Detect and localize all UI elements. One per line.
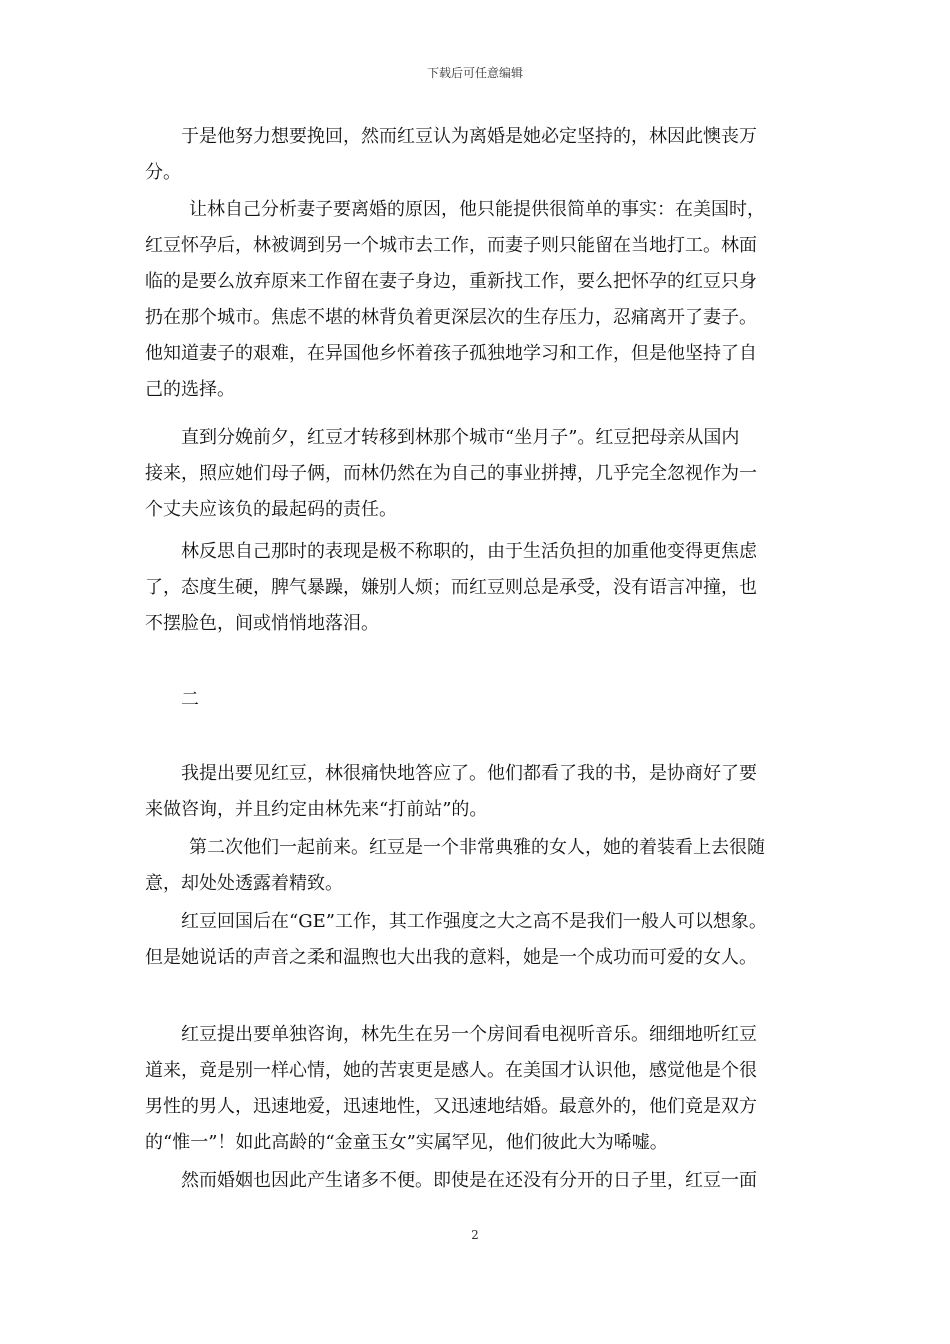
paragraph-8	[145, 1017, 810, 1161]
paragraph-1	[145, 119, 810, 191]
text-line: 红豆提出要单独咨询，林先生在另一个房间看电视听音乐。细细地听红豆	[181, 1024, 757, 1045]
text-line: 不摆脸色，间或悄悄地落泪。	[145, 613, 379, 634]
text-line: 个丈夫应该负的最起码的责任。	[145, 499, 397, 520]
text-line: 于是他努力想要挽回，然而红豆认为离婚是她必定坚持的，林因此懊丧万	[181, 126, 757, 147]
text-line: 扔在那个城市。焦虑不堪的林背负着更深层次的生存压力，忍痛离开了妻子。	[145, 307, 757, 328]
text-line: 让林自己分析妻子要离婚的原因，他只能提供很简单的事实：在美国时，	[189, 199, 765, 220]
text-line: 我提出要见红豆，林很痛快地答应了。他们都看了我的书，是协商好了要	[181, 763, 757, 784]
text-line: 林反思自己那时的表现是极不称职的，由于生活负担的加重他变得更焦虑	[181, 541, 757, 562]
text-line: 了，态度生硬，脾气暴躁，嫌别人烦；而红豆则总是承受，没有语言冲撞，也	[145, 577, 757, 598]
text-line: 意，却处处透露着精致。	[145, 873, 343, 894]
text-line: 然而婚姻也因此产生诸多不便。即使是在还没有分开的日子里，红豆一面	[181, 1170, 757, 1191]
section-number: 二	[181, 689, 199, 710]
text-line: 第二次他们一起前来。红豆是一个非常典雅的女人，她的着装看上去很随	[189, 837, 765, 858]
paragraph-9	[145, 1163, 810, 1199]
text-line: 己的选择。	[145, 379, 235, 400]
paragraph-5	[145, 756, 810, 828]
page-header: 下载后可任意编辑	[426, 66, 523, 80]
text-line: 临的是要么放弃原来工作留在妻子身边，重新找工作，要么把怀孕的红豆只身	[145, 271, 757, 292]
page-number: 2	[471, 1228, 479, 1242]
paragraph-7	[145, 904, 810, 976]
text-line: 红豆怀孕后，林被调到另一个城市去工作，而妻子则只能留在当地打工。林面	[145, 235, 757, 256]
text-line: 的“惟一”！如此高龄的“金童玉女”实属罕见，他们彼此大为唏嘘。	[145, 1132, 668, 1153]
section-heading	[145, 682, 810, 718]
text-line: 红豆回国后在“GE”工作，其工作强度之大之高不是我们一般人可以想象。	[181, 911, 767, 932]
paragraph-4	[145, 534, 810, 642]
text-line: 但是她说话的声音之柔和温煦也大出我的意料，她是一个成功而可爱的女人。	[145, 947, 757, 968]
text-line: 道来，竟是别一样心情，她的苦衷更是感人。在美国才认识他，感觉他是个很	[145, 1060, 757, 1081]
paragraph-3	[145, 420, 810, 528]
paragraph-2	[145, 192, 810, 408]
text-line: 他知道妻子的艰难，在异国他乡怀着孩子孤独地学习和工作，但是他坚持了自	[145, 343, 757, 364]
text-line: 接来，照应她们母子俩，而林仍然在为自己的事业拼搏，几乎完全忽视作为一	[145, 463, 757, 484]
text-line: 分。	[145, 162, 181, 183]
paragraph-6	[145, 830, 810, 902]
text-line: 男性的男人，迅速地爱，迅速地性，又迅速地结婚。最意外的，他们竟是双方	[145, 1096, 757, 1117]
text-line: 直到分娩前夕，红豆才转移到林那个城市“坐月子”。红豆把母亲从国内	[181, 427, 740, 448]
text-line: 来做咨询，并且约定由林先来“打前站”的。	[145, 799, 488, 820]
